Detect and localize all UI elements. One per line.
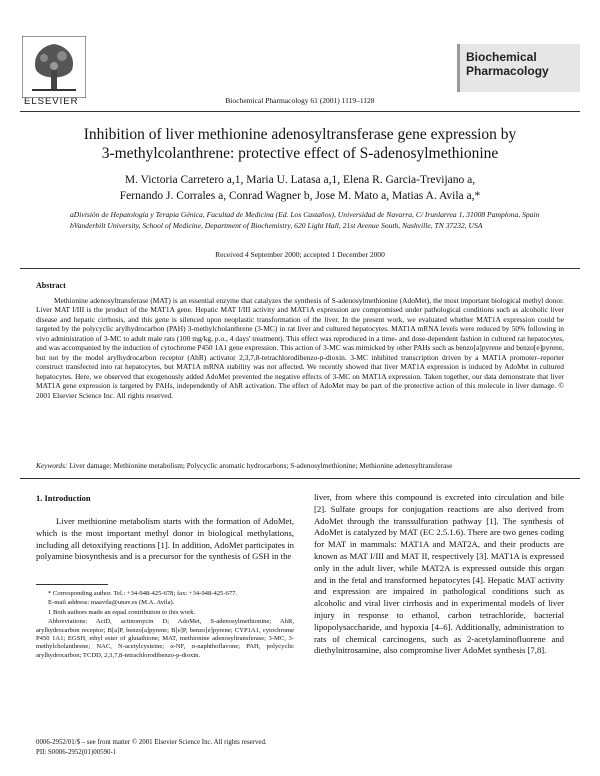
footnote-equal-contribution: 1 Both authors made an equal contribution to this work. xyxy=(48,608,196,616)
journal-name-line2: Pharmacology xyxy=(466,64,549,78)
affiliation-b: bVanderbilt University, School of Medicine, Department of Biochemistry, 620 Light Hall, 21st Avenue South, Nashville, TN 37232, USA xyxy=(70,220,483,230)
affiliations xyxy=(70,210,540,231)
authors-line-1: M. Victoria Carretero a,1, Maria U. Latasa a,1, Elena R. Garcia-Trevijano a, xyxy=(124,174,476,186)
copyright-footer xyxy=(36,738,267,757)
footnotes xyxy=(36,590,294,661)
title-line-2: 3-methylcolanthrene: protective effect of S-adenosylmethionine xyxy=(101,145,499,162)
front-matter-line: 0006-2952/01/$ – see front matter © 2001 Elsevier Science Inc. All rights reserved. xyxy=(36,739,267,746)
keywords-rule xyxy=(20,478,580,479)
keywords-label: Keywords: xyxy=(36,461,68,470)
journal-name-line1: Biochemical xyxy=(466,50,537,64)
keywords xyxy=(36,461,564,470)
abstract-text: Methionine adenosyltransferase (MAT) is an essential enzyme that catalyzes the synthesis of S-adenosylmethionine (AdoMet), the most important biological methyl donor. Liver MAT I/III is the product of the MAT1A gene. Hepatic MAT I/III activity and MAT1A expression are compromised under pathological conditions such as alcoholic liver disease and hepatic cirrhosis, and this gene is silenced upon neoplastic transformation of the liver. In the present work, we evaluated whether MAT1A expression could be targeted by the polycyclic arylhydrocarbon (PAH) 3-methylcholanthrene (3-MC) in rat liver and cultured hepatocytes. MAT1A mRNA levels were reduced by 50% following in vivo administration of 3-MC to adult male rats (100 mg/kg, p.o., 4 days' treatment). This effect was reproduced in a time- and dose-dependent fashion in cultured rat hepatocytes, and was accompanied by the induction of cytochrome P450 1A1 gene expression. This action of 3-MC was mimicked by other PAHs such as benzo[a]pyrene and benzo[e]pyrene, but not by the model arylhydrocarbon receptor (AhR) activator 2,3,7,8-tetrachlorodibenzo-p-dioxin. 3-MC inhibited transcription driven by a MAT1A promoter–reporter construct transfected into rat hepatocytes, but MAT1A mRNA stability was not affected. We recently showed that liver MAT1A expression is induced by AdoMet in cultured hepatocytes. Here, we observed that exogenously added AdoMet prevented the negative effects of 3-MC on MAT1A expression. Taken together, our data demonstrate that liver MAT1A gene expression is targeted by PAHs, independently of AhR activation. The effect of AdoMet may be part of the protective action of this molecule in liver damage. © 2001 Elsevier Science Inc. All rights reserved. xyxy=(36,296,564,400)
received-dates: Received 4 September 2000; accepted 1 December 2000 xyxy=(215,250,385,259)
authors-line-2: Fernando J. Corrales a, Conrad Wagner b, Jose M. Mato a, Matias A. Avila a,* xyxy=(119,190,481,202)
article-title xyxy=(40,125,560,163)
journal-citation: Biochemical Pharmacology 61 (2001) 1119–1128 xyxy=(225,96,375,105)
abstract-heading: Abstract xyxy=(36,281,66,290)
footnote-rule xyxy=(36,584,108,585)
abstract-top-rule xyxy=(20,268,580,269)
intro-right-column: liver, from where this compound is excreted into circulation and bile [2]. Sulfate groups for conjugation reactions are also derived from AdoMet through the transsulfuration pathway [1]. The synthesis of AdoMet is catalyzed by MAT (EC 2.5.1.6). There are two genes coding for MAT in mammals: MAT1A and MAT2A, and their products are known as MAT I/III and MAT II, respectively [3]. MAT1A is expressed only in the adult liver, while MAT2A is expressed outside this organ and in the fetal and transformed hepatocytes [4]. Hepatic MAT activity and expression are impaired in pathological conditions such as alcoholic and viral liver cirrhosis and in experimental models of liver injury in response to ethanol, carbon tetrachloride, bacterial lipopolysaccharide, and hypoxia [4–6]. Additionally, administration to rats of chemical carcinogens, such as 2-acetylaminofluorene and diethylnitrosamine, also compromise liver AdoMet synthesis [7,8]. xyxy=(314,492,564,656)
publisher-name: ELSEVIER xyxy=(24,96,79,107)
journal-logo xyxy=(457,44,580,92)
header-rule xyxy=(20,111,580,112)
footnote-abbreviations: Abbreviations: ActD, actinomycin D; AdoMet, S-adenosylmethionine; AhR, arylhydrocarbon receptor; B[a]P, benzo[a]pyrene; B[e]P, benzo[e]pyrene; CYP1A1, cytochrome P450 1A1; EGSH, ethyl ester of glutathione; MAT, methionine adenosyltransferase; 3-MC, 3-methylcholanthrene; NAC, N-acetylcysteine; α-NF, α-naphthoflavone; PAH, polycyclic arylhydrocarbon; TCDD, 2,3,7,8-tetrachlorodibenzo-p-dioxin. xyxy=(36,618,294,659)
author-list xyxy=(40,172,560,204)
title-line-1: Inhibition of liver methionine adenosyltransferase gene expression by xyxy=(83,126,517,143)
footnote-corresponding: * Corresponding author. Tel.: +34-948-425-678; fax: +34-948-425-677. xyxy=(48,590,238,597)
affiliation-a: aDivisión de Hepatología y Terapia Génica, Facultad de Medicina (Ed. Los Castaños), Universidad de Navarra, C/ Irunlarrea 1, 31008 Pamplona, Spain xyxy=(70,210,540,219)
footnote-email: E-mail address: maavila@unav.es (M.A. Avila). xyxy=(48,599,175,607)
section-heading-introduction: 1. Introduction xyxy=(36,493,91,503)
intro-left-column: Liver methionine metabolism starts with the formation of AdoMet, which is the most important methyl donor in biological methylations, including all detoxifying reactions [1]. In addition, AdoMet participates in polyamine biosynthesis and is a precursor for the synthesis of GSH in the xyxy=(36,516,294,562)
keywords-list: Liver damage; Methionine metabolism; Polycyclic aromatic hydrocarbons; S-adenosylmethionine; Methionine adenosyltransferase xyxy=(69,461,453,470)
pii-line: PII: S0006-2952(01)00590-1 xyxy=(36,748,117,756)
